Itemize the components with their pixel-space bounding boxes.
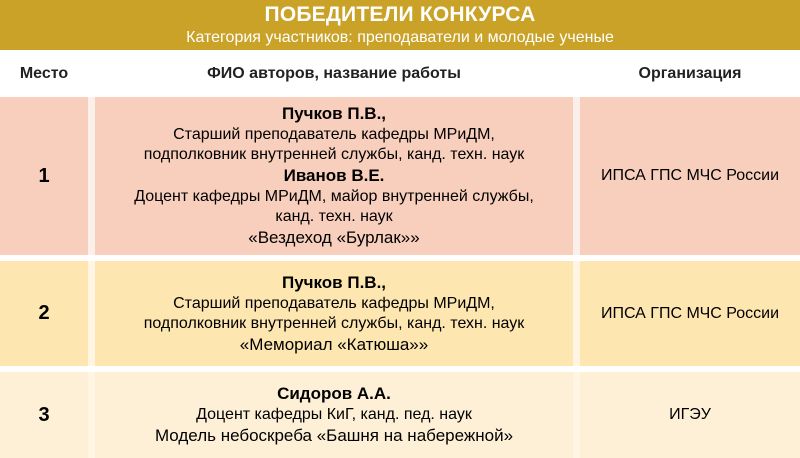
place-cell: 2 (0, 261, 88, 366)
author-name: Сидоров А.А. (277, 384, 391, 403)
organization-cell: ИПСА ГПС МЧС России (580, 97, 800, 255)
table-row (0, 97, 800, 255)
authors-cell (95, 261, 573, 366)
author-position: подполковник внутренней службы, канд. техн. наук (143, 146, 525, 163)
author-position: Старший преподаватель кафедры МРиДМ, (173, 294, 495, 312)
banner (0, 0, 800, 50)
place-cell: 3 (0, 372, 88, 458)
author-name: Пучков П.В., (281, 104, 387, 123)
author-position: Старший преподаватель кафедры МРиДМ, (173, 126, 495, 143)
authors-cell (95, 97, 573, 255)
page-subtitle: Категория участников: преподаватели и молодые ученые (186, 29, 614, 46)
column-header-authors: ФИО авторов, название работы (207, 65, 461, 82)
table-header (0, 50, 800, 97)
column-header-organization: Организация (638, 65, 742, 82)
work-title: «Мемориал «Катюша»» (239, 334, 429, 354)
table-row (0, 261, 800, 366)
column-header-place: Место (19, 65, 69, 82)
author-position: канд. техн. наук (275, 208, 393, 225)
work-title: «Вездеход «Бурлак»» (248, 228, 420, 247)
place-cell: 1 (0, 97, 88, 255)
author-name: Иванов В.Е. (283, 166, 385, 185)
table-row (0, 372, 800, 458)
organization-cell: ИПСА ГПС МЧС России (580, 261, 800, 366)
organization-cell: ИГЭУ (580, 372, 800, 458)
author-position: Доцент кафедры МРиДМ, майор внутренней службы, (134, 188, 534, 205)
author-position: подполковник внутренней службы, канд. техн. наук (143, 314, 525, 332)
author-position: Доцент кафедры КиГ, канд. пед. наук (196, 406, 472, 423)
page-title: ПОБЕДИТЕЛИ КОНКУРСА (264, 3, 536, 26)
author-name: Пучков П.В., (281, 272, 387, 292)
work-title: Модель небоскреба «Башня на набережной» (154, 426, 514, 445)
authors-cell (95, 372, 573, 458)
